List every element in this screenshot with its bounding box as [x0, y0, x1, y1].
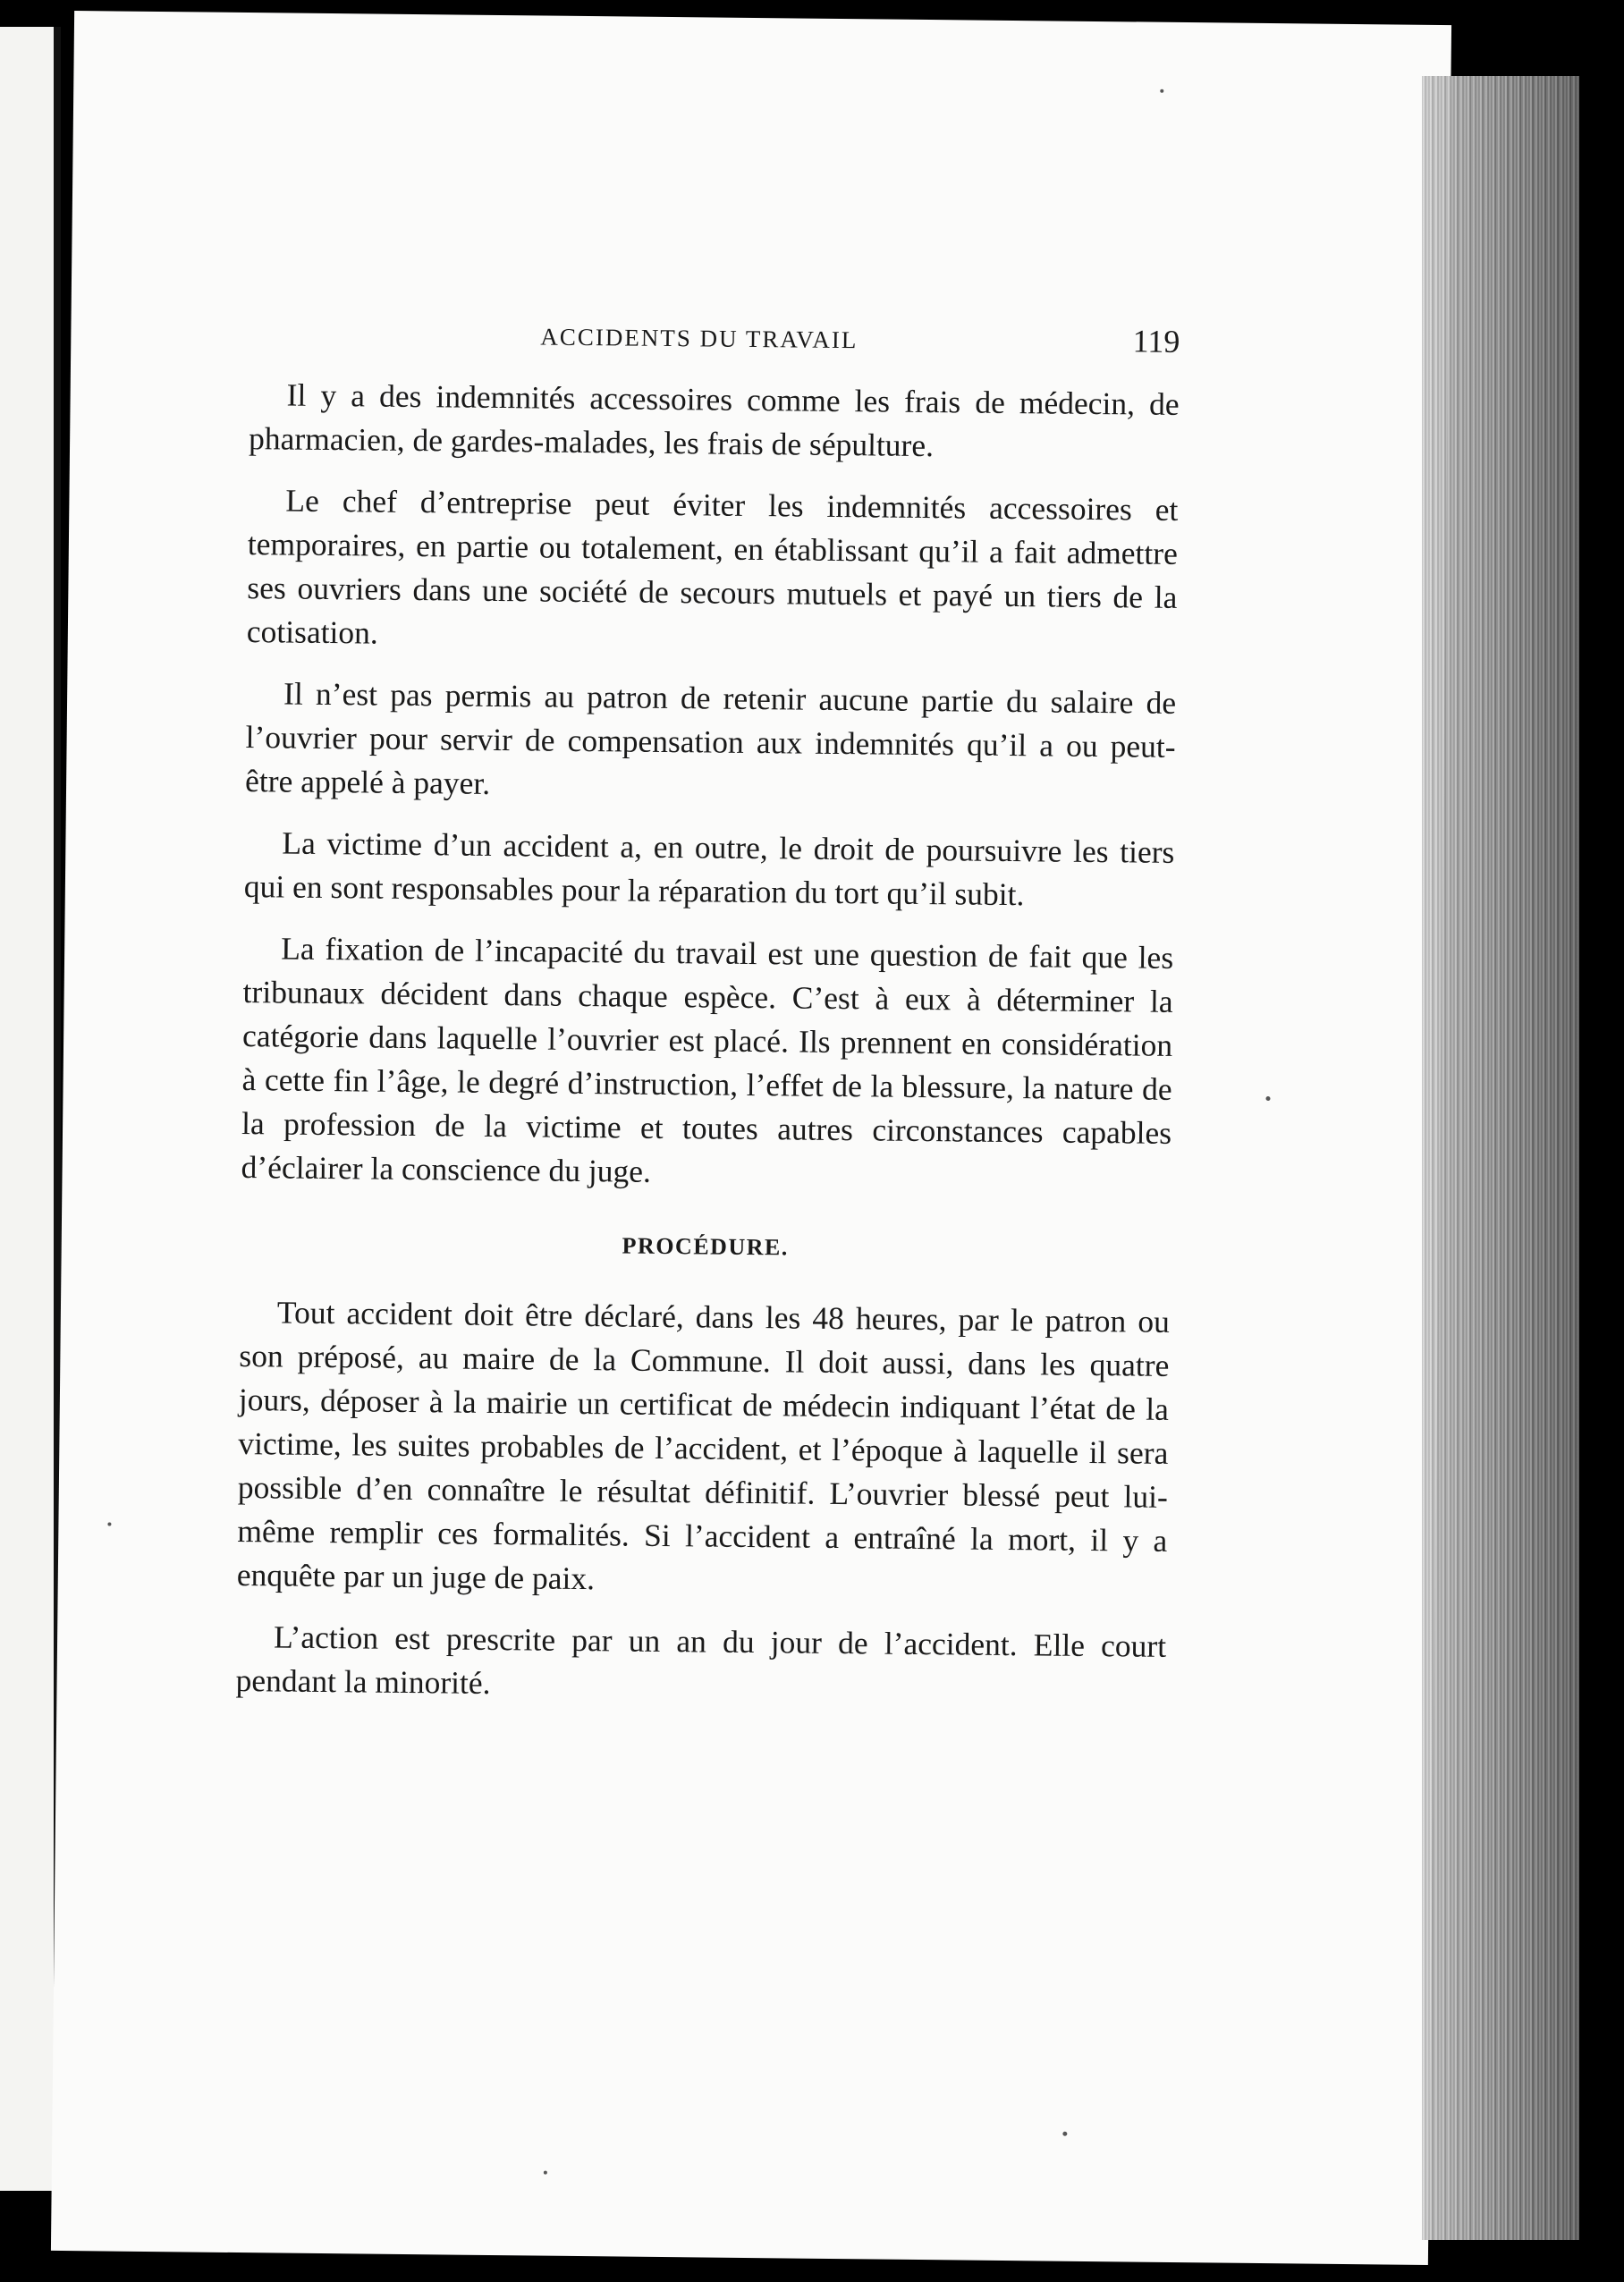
scan-speck [107, 1522, 111, 1526]
running-title: ACCIDENTS DU TRAVAIL [540, 323, 859, 354]
paragraph-accident-declaration: Tout accident doit être déclaré, dans les 48 heures, par le patron ou son préposé, au maire de la Commune. Il doit aussi, dans les quatre jours, déposer à la mairie un certificat de médecin indiquant l’état de la victime, les suites probables de l’accident, et l’époque à laquelle il sera possible d’en connaître le résultat définitif. L’ouvrier blessé peut lui-même remplir ces formalités. Si l’accident a entraîné la mort, il y a enquête par un juge de paix. [236, 1294, 1171, 1597]
paragraph-third-party-claims: La victime d’un accident a, en outre, le droit de poursuivre les tiers qui en sont responsables pour la réparation du tort qu’il subit. [243, 824, 1175, 913]
section-heading: PROCÉDURE. [622, 1232, 789, 1261]
page-number: 119 [1132, 323, 1180, 359]
paragraph-no-wage-retention: Il n’est pas permis au patron de retenir aucune partie du salaire de l’ouvrier pour servir de compensation aux indemnités qu’il a ou peut-être appelé à payer. [244, 675, 1177, 801]
page-sheet [51, 11, 1451, 2265]
paragraph-prescription: L’action est prescrite par un an du jour de l’accident. Elle court pendant la minorité. [235, 1619, 1167, 1701]
facing-page-edge [0, 27, 61, 2191]
scan-speck [1265, 1096, 1270, 1101]
scan-speck [1160, 89, 1163, 93]
paragraph-accessory-indemnities: Il y a des indemnités accessoires comme les frais de médecin, de pharmacien, de gardes-malades, les frais de sépulture. [248, 376, 1180, 464]
paragraph-incapacity-assessment: La fixation de l’incapacité du travail est une question de fait que les tribunaux décident dans chaque espèce. C’est à eux à déterminer la catégorie dans laquelle l’ouvrier est placé. Ils prennent en considération à cette fin l’âge, le degré d’instruction, l’effet de la blessure, la nature de la profession de la victime et toutes autres circonstances capables d’éclairer la conscience du juge. [241, 930, 1174, 1189]
scan-speck [544, 2171, 547, 2175]
paragraph-employer-avoidance: Le chef d’entreprise peut éviter les indemnités accessoires et temporaires, en partie ou totalement, en établissant qu’il a fait admettre ses ouvriers dans une société de secours mutuels et payé un tiers de la cotisation. [246, 482, 1179, 651]
page-content [235, 312, 1180, 1730]
book-page-edges [1422, 76, 1579, 2240]
running-head [250, 312, 1180, 376]
scan-speck [1062, 2132, 1067, 2136]
